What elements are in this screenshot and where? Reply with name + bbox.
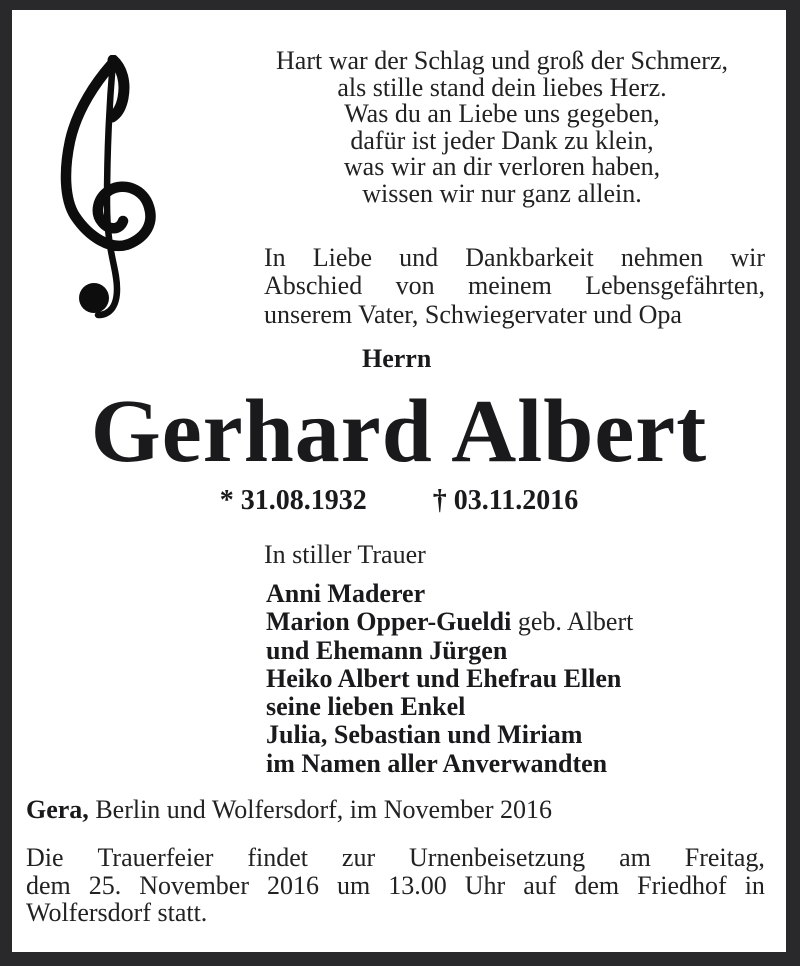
word: In	[264, 243, 286, 272]
word: 2016	[267, 870, 320, 900]
intro-paragraph	[264, 244, 765, 329]
text-line: Wolfersdorf statt.	[26, 898, 208, 927]
word: dem	[26, 870, 71, 900]
word: Freitag,	[684, 843, 765, 872]
word: Lebensgefährten,	[585, 271, 765, 301]
mourning-intro: In stiller Trauer	[264, 540, 426, 569]
mourner-name-suffix: geb. Albert	[511, 607, 634, 637]
memorial-poem	[252, 48, 752, 207]
mourner-name: Anni Maderer	[266, 579, 426, 608]
deceased-name: Gerhard Albert	[90, 382, 708, 481]
word: Dankbarkeit	[465, 243, 594, 272]
mourner-line	[266, 608, 633, 636]
word: meinem	[468, 271, 552, 301]
word: Urnenbeisetzung	[409, 843, 586, 872]
word: Friedhof	[637, 870, 727, 900]
poem-line: als stille stand dein liebes Herz.	[337, 72, 667, 102]
place-date-line	[26, 796, 552, 824]
word: am	[619, 843, 651, 872]
poem-line: was wir an dir verloren haben,	[343, 152, 661, 181]
text-line	[26, 844, 765, 872]
mourner-line	[266, 693, 633, 721]
word: und	[399, 243, 439, 272]
salutation: Herrn	[362, 344, 432, 373]
poem-line: Was du an Liebe uns gegeben,	[344, 99, 660, 128]
mourner-name: seine lieben Enkel	[266, 692, 466, 722]
text-line	[264, 272, 765, 300]
mourner-name: Marion Opper-Gueldi	[266, 607, 512, 637]
word: dem	[574, 870, 620, 900]
word: auf	[523, 870, 557, 900]
poem-line: Hart war der Schlag und groß der Schmerz,	[276, 46, 728, 75]
word: von	[395, 271, 435, 301]
text-line: unserem Vater, Schwiegervater und Opa	[264, 299, 682, 329]
mourner-line	[266, 750, 633, 778]
mourner-name: Julia, Sebastian und Miriam	[266, 720, 583, 750]
word: findet	[247, 843, 308, 872]
death-date: † 03.11.2016	[432, 485, 579, 516]
word: Uhr	[464, 870, 506, 900]
text-line	[26, 872, 765, 900]
mourner-name: und Ehemann Jürgen	[266, 635, 508, 665]
word: November	[139, 870, 250, 900]
mourner-line	[266, 580, 633, 608]
word: Trauerfeier	[97, 843, 214, 872]
mourner-line	[266, 721, 633, 749]
birth-date: * 31.08.1932	[219, 485, 367, 516]
word: nehmen	[620, 243, 704, 272]
mourner-line	[266, 665, 633, 693]
word: 25.	[88, 870, 122, 900]
poem-line: wissen wir nur ganz allein.	[362, 178, 642, 208]
word: 13.00	[388, 870, 447, 900]
word: wir	[730, 243, 765, 272]
mourners-list	[266, 580, 633, 778]
word: Die	[26, 843, 64, 872]
word: zur	[341, 843, 376, 872]
word: um	[337, 870, 371, 900]
word: Liebe	[312, 243, 372, 272]
life-dates	[12, 486, 786, 516]
mourner-name: im Namen aller Anverwandten	[266, 748, 608, 778]
treble-clef-icon	[50, 55, 162, 327]
funeral-info-paragraph	[26, 844, 765, 927]
word: in	[744, 870, 765, 900]
word: Abschied	[264, 271, 363, 301]
text-line	[264, 244, 765, 272]
place-rest: Berlin und Wolfersdorf, im November 2016	[88, 795, 552, 824]
poem-line: dafür ist jeder Dank zu klein,	[350, 125, 654, 155]
mourner-line	[266, 637, 633, 665]
place-name: Gera,	[26, 795, 89, 824]
mourner-name: Heiko Albert und Ehefrau Ellen	[266, 663, 622, 693]
